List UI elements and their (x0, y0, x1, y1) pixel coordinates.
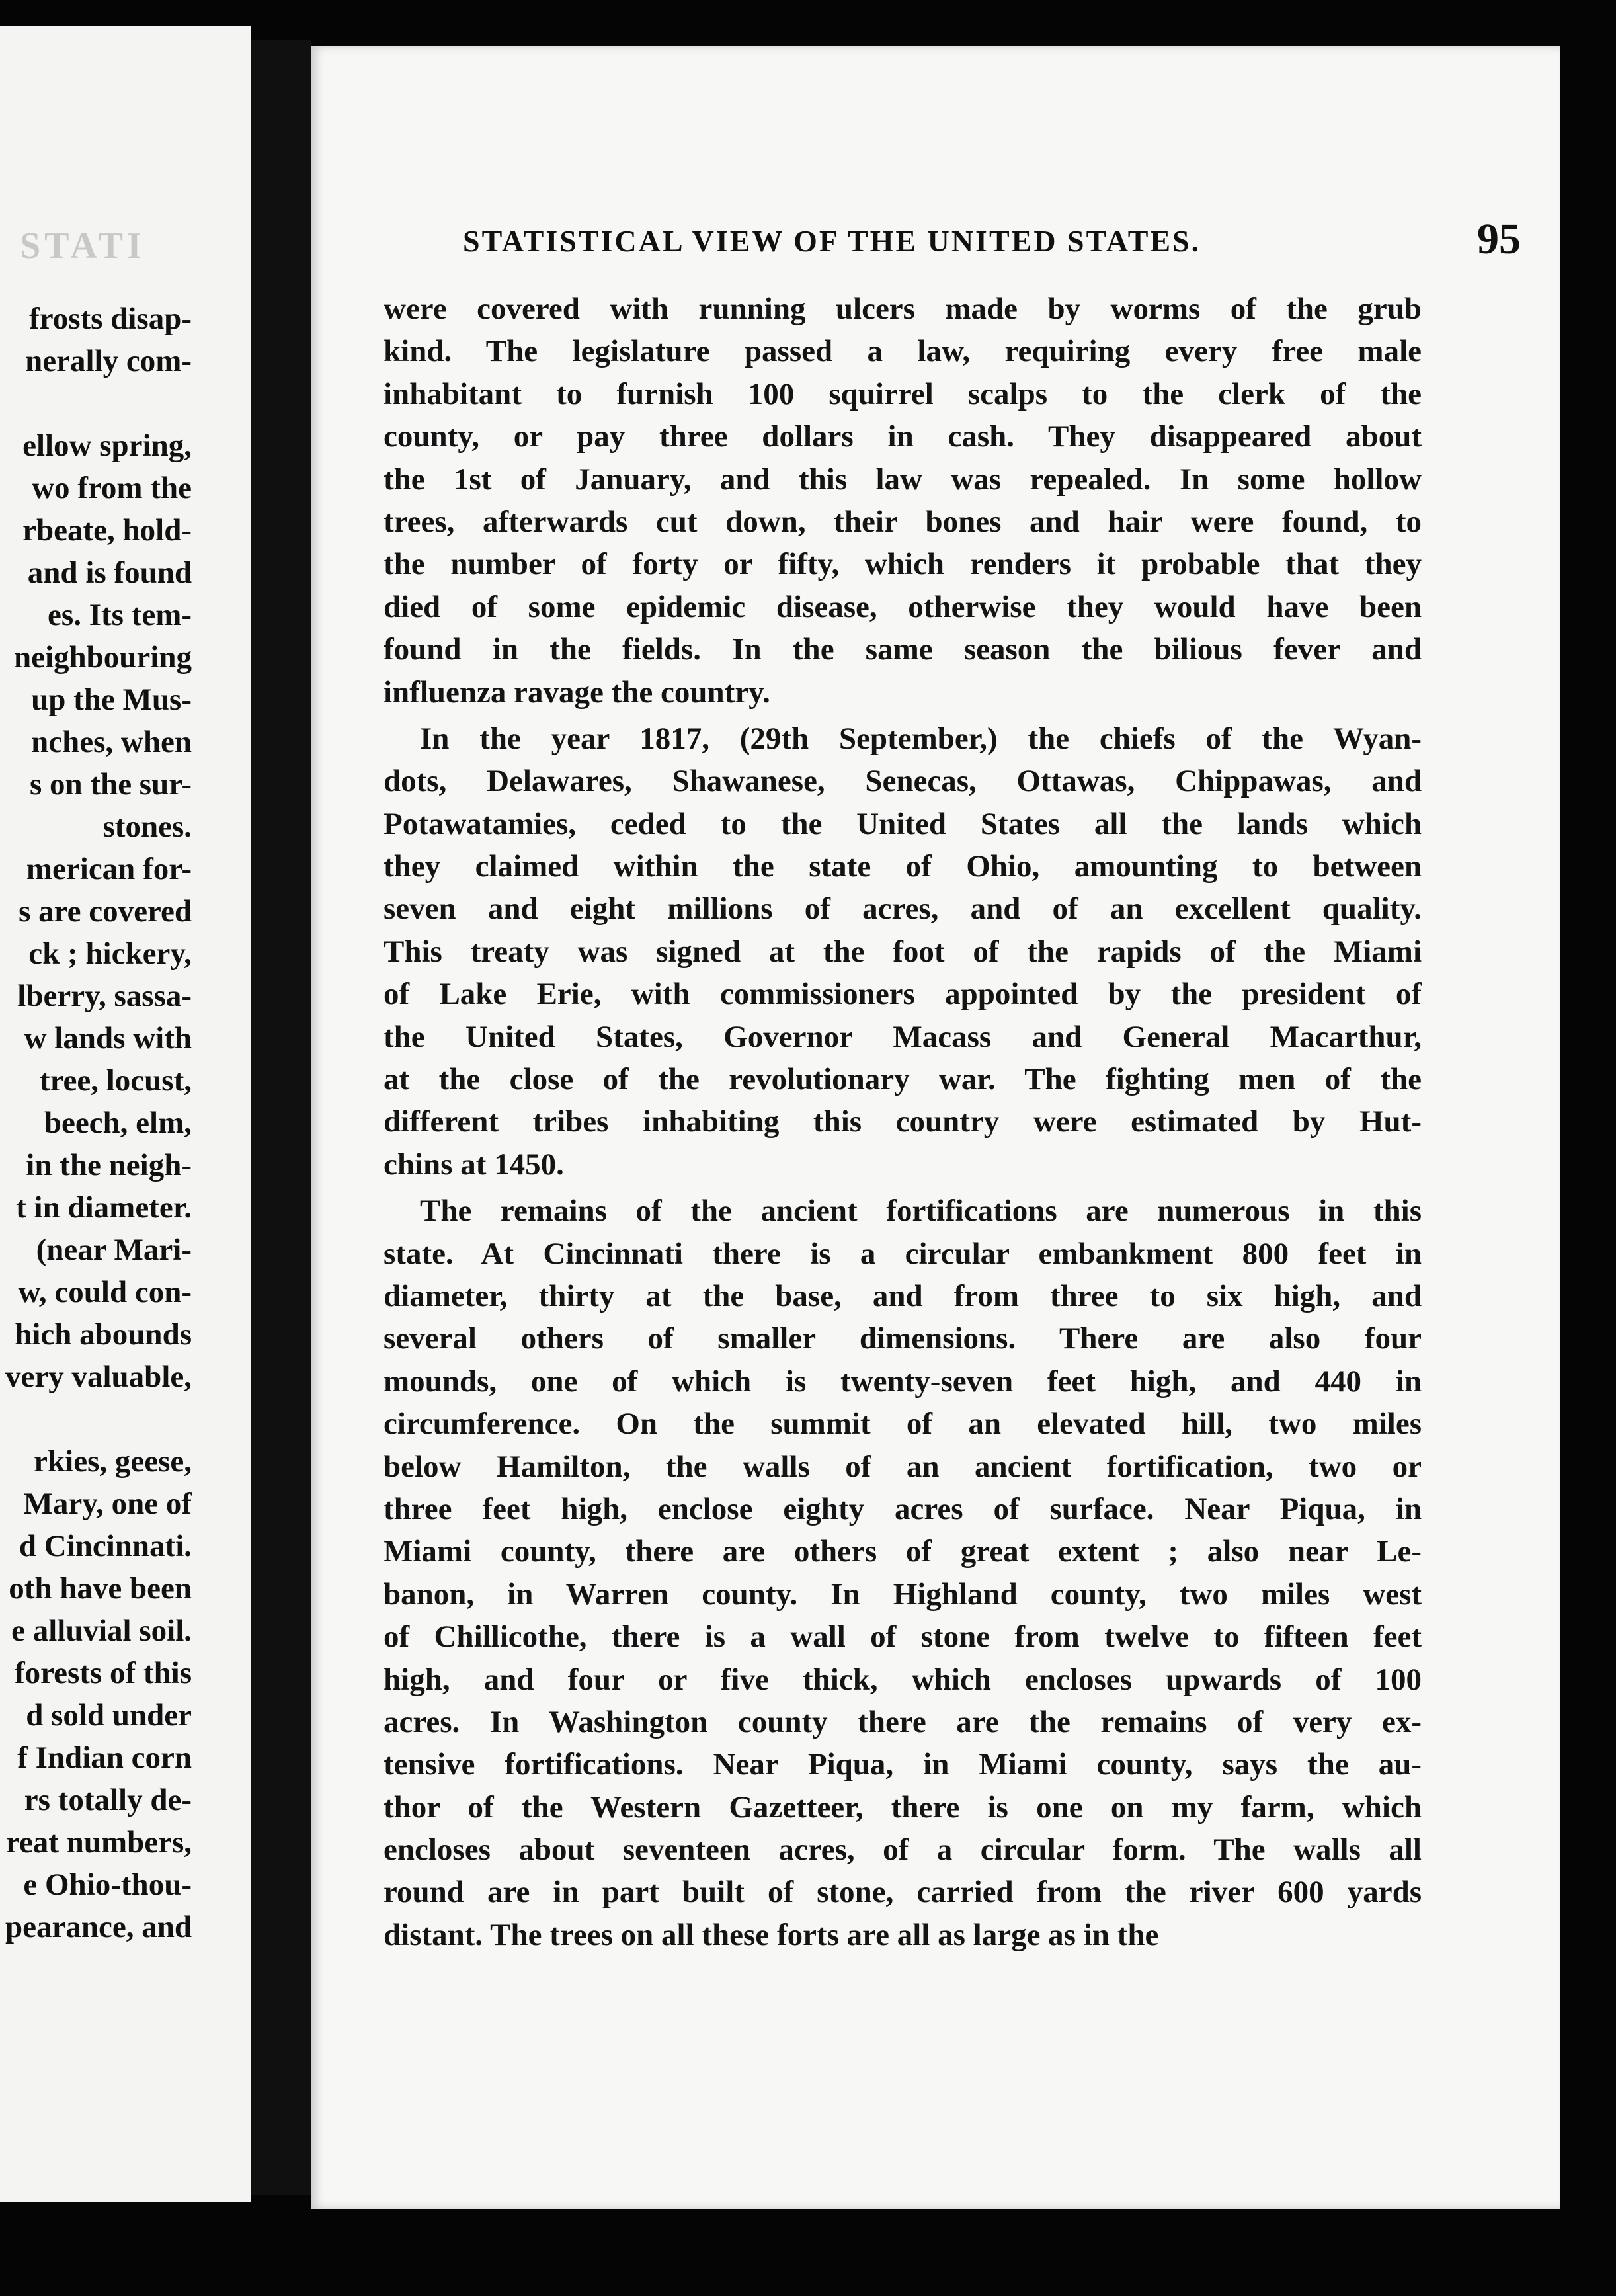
book-gutter-shadow (251, 40, 311, 2195)
text-line: influenza ravage the country. (384, 675, 770, 710)
previous-page-line-text: e alluvial soil. (11, 1614, 192, 1648)
previous-page-line (0, 467, 251, 509)
text-line: died of some epidemic disease, otherwise they would have been (384, 589, 1422, 624)
previous-page-line (0, 1186, 251, 1229)
previous-page-line (0, 1821, 251, 1864)
text-line: tensive fortifications. Near Piqua, in Miami county, says the au- (384, 1747, 1422, 1782)
previous-page-line-text: tree, locust, (39, 1063, 192, 1098)
previous-page-line-text: forests of this (14, 1656, 192, 1690)
text-line: trees, afterwards cut down, their bones and hair were found, to (384, 504, 1422, 539)
previous-page-line (0, 509, 251, 552)
previous-page-line-text: (near Mari- (36, 1233, 192, 1267)
text-line: different tribes inhabiting this country were estimated by Hut- (384, 1104, 1422, 1139)
previous-page-line (0, 552, 251, 594)
text-line: found in the fields. In the same season the bilious fever and (384, 632, 1422, 667)
previous-page-line-text: pearance, and (5, 1910, 192, 1944)
previous-page-line-text: oth have been (9, 1571, 192, 1606)
previous-page-line-text: very valuable, (5, 1360, 192, 1394)
previous-page-line-text: up the Mus- (31, 682, 192, 717)
text-line: Potawatamies, ceded to the United States all the lands which (384, 806, 1422, 841)
previous-page-line (0, 890, 251, 932)
text-line: of Lake Erie, with commissioners appointed by the president of (384, 977, 1422, 1012)
previous-page-line-text: w lands with (24, 1021, 192, 1055)
page-number: 95 (1477, 215, 1521, 263)
previous-page-line (0, 721, 251, 763)
previous-page-line-text: lberry, sassa- (17, 979, 192, 1013)
previous-page-line (0, 1356, 251, 1398)
previous-page-line-text: neighbouring (13, 640, 192, 675)
text-line: encloses about seventeen acres, of a circular form. The walls all (384, 1832, 1422, 1867)
previous-page-line (0, 1483, 251, 1525)
previous-page-line (0, 1694, 251, 1737)
text-line: This treaty was signed at the foot of the rapids of the Miami (384, 934, 1422, 969)
previous-page-line-text: and is found (27, 555, 192, 590)
previous-page-line (0, 382, 251, 425)
text-line: mounds, one of which is twenty-seven feet high, and 440 in (384, 1364, 1422, 1399)
previous-page-line (0, 848, 251, 890)
text-line: acres. In Washington county there are the remains of very ex- (384, 1704, 1422, 1739)
previous-page-line-text: f Indian corn (17, 1741, 192, 1775)
text-line: the number of forty or fifty, which renders it probable that they (384, 547, 1422, 582)
previous-page-line (0, 425, 251, 467)
previous-page-strip (0, 26, 251, 2202)
previous-page-line (0, 298, 251, 340)
previous-page-line (0, 594, 251, 636)
text-line: dots, Delawares, Shawanese, Senecas, Ottawas, Chippawas, and (384, 764, 1422, 799)
previous-page-line-text: reat numbers, (5, 1825, 192, 1860)
text-line: circumference. On the summit of an elevated hill, two miles (384, 1407, 1422, 1442)
previous-page-line (0, 1906, 251, 1948)
previous-page-ghost-heading: STATI (20, 226, 145, 266)
running-title: STATISTICAL VIEW OF THE UNITED STATES. (463, 224, 1201, 258)
text-line: distant. The trees on all these forts are all as large as in the (384, 1917, 1159, 1952)
text-line: the United States, Governor Macass and General Macarthur, (384, 1019, 1422, 1054)
previous-page-line-text: rbeate, hold- (22, 513, 192, 548)
previous-page-line-text: rkies, geese, (34, 1444, 192, 1479)
previous-page-line (0, 340, 251, 382)
previous-page-line-text: nerally com- (25, 344, 192, 378)
previous-page-line-text: rs totally de- (24, 1783, 192, 1817)
paragraph (384, 1190, 1422, 1956)
previous-page-line-text: beech, elm, (44, 1106, 192, 1140)
text-line: below Hamilton, the walls of an ancient fortification, two or (384, 1449, 1422, 1484)
previous-page-line (0, 1313, 251, 1356)
text-line: seven and eight millions of acres, and of an excellent quality. (384, 891, 1422, 926)
text-line: round are in part built of stone, carried from the river 600 yards (384, 1875, 1422, 1910)
paragraph (384, 288, 1422, 714)
previous-page-line-text: merican for- (26, 852, 192, 886)
previous-page-line (0, 1398, 251, 1440)
previous-page-line-text: d Cincinnati. (19, 1529, 192, 1563)
text-line: diameter, thirty at the base, and from three to six high, and (384, 1278, 1422, 1313)
text-line: thor of the Western Gazetteer, there is one on my farm, which (384, 1789, 1422, 1824)
previous-page-line (0, 1102, 251, 1144)
book-page (311, 46, 1560, 2209)
previous-page-line-text: Mary, one of (23, 1487, 192, 1521)
previous-page-line (0, 1144, 251, 1186)
previous-page-line (0, 1864, 251, 1906)
previous-page-line-text: s are covered (19, 894, 192, 928)
previous-page-line-text: ellow spring, (22, 429, 192, 463)
previous-page-line (0, 1229, 251, 1271)
text-line: banon, in Warren county. In Highland county, two miles west (384, 1577, 1422, 1612)
text-line: were covered with running ulcers made by worms of the grub (384, 292, 1422, 326)
text-line: The remains of the ancient fortifications are numerous in this (420, 1194, 1422, 1229)
paragraph (384, 718, 1422, 1186)
previous-page-line-text: ck ; hickery, (28, 936, 192, 971)
text-line: several others of smaller dimensions. There are also four (384, 1321, 1422, 1356)
previous-page-line (0, 636, 251, 678)
previous-page-line-text: s on the sur- (29, 767, 192, 801)
previous-page-line (0, 1737, 251, 1779)
previous-page-line-text: w, could con- (18, 1275, 192, 1309)
previous-page-line (0, 1652, 251, 1694)
previous-page-line-text: in the neigh- (26, 1148, 192, 1182)
text-line: Miami county, there are others of great extent ; also near Le- (384, 1534, 1422, 1569)
previous-page-line (0, 932, 251, 975)
previous-page-line (0, 1610, 251, 1652)
previous-page-line (0, 1567, 251, 1610)
text-line: In the year 1817, (29th September,) the chiefs of the Wyan- (420, 721, 1422, 756)
text-line: three feet high, enclose eighty acres of surface. Near Piqua, in (384, 1491, 1422, 1526)
previous-page-line (0, 1779, 251, 1821)
text-line: county, or pay three dollars in cash. They disappeared about (384, 419, 1422, 454)
text-line: kind. The legislature passed a law, requiring every free male (384, 334, 1422, 369)
text-line: at the close of the revolutionary war. The fighting men of the (384, 1062, 1422, 1097)
previous-page-line-text: frosts disap- (29, 302, 192, 336)
text-line: they claimed within the state of Ohio, amounting to between (384, 849, 1422, 884)
previous-page-line-text: nches, when (31, 725, 192, 759)
previous-page-line-text: hich abounds (15, 1317, 192, 1352)
previous-page-line (0, 805, 251, 848)
previous-page-line-text: d sold under (26, 1698, 192, 1733)
text-line: state. At Cincinnati there is a circular embankment 800 feet in (384, 1236, 1422, 1271)
previous-page-line-text: e Ohio-thou- (23, 1867, 192, 1902)
running-head (463, 215, 1521, 283)
previous-page-line (0, 763, 251, 805)
previous-page-line (0, 1017, 251, 1059)
previous-page-line (0, 678, 251, 721)
text-line: chins at 1450. (384, 1147, 564, 1182)
text-line: of Chillicothe, there is a wall of stone from twelve to fifteen feet (384, 1620, 1422, 1655)
previous-page-line-text: es. Its tem- (48, 598, 192, 632)
previous-page-line (0, 1440, 251, 1483)
body-text (384, 288, 1422, 1956)
previous-page-text (0, 298, 251, 1948)
previous-page-line (0, 1271, 251, 1313)
previous-page-line (0, 975, 251, 1017)
previous-page-line (0, 1059, 251, 1102)
previous-page-line-text: wo from the (32, 471, 192, 505)
text-line: high, and four or five thick, which encloses upwards of 100 (384, 1662, 1422, 1697)
text-line: the 1st of January, and this law was repealed. In some hollow (384, 462, 1422, 497)
previous-page-line (0, 1525, 251, 1567)
previous-page-line-text: stones. (102, 809, 192, 844)
text-line: inhabitant to furnish 100 squirrel scalps to the clerk of the (384, 376, 1422, 411)
previous-page-line-text: t in diameter. (16, 1190, 192, 1225)
